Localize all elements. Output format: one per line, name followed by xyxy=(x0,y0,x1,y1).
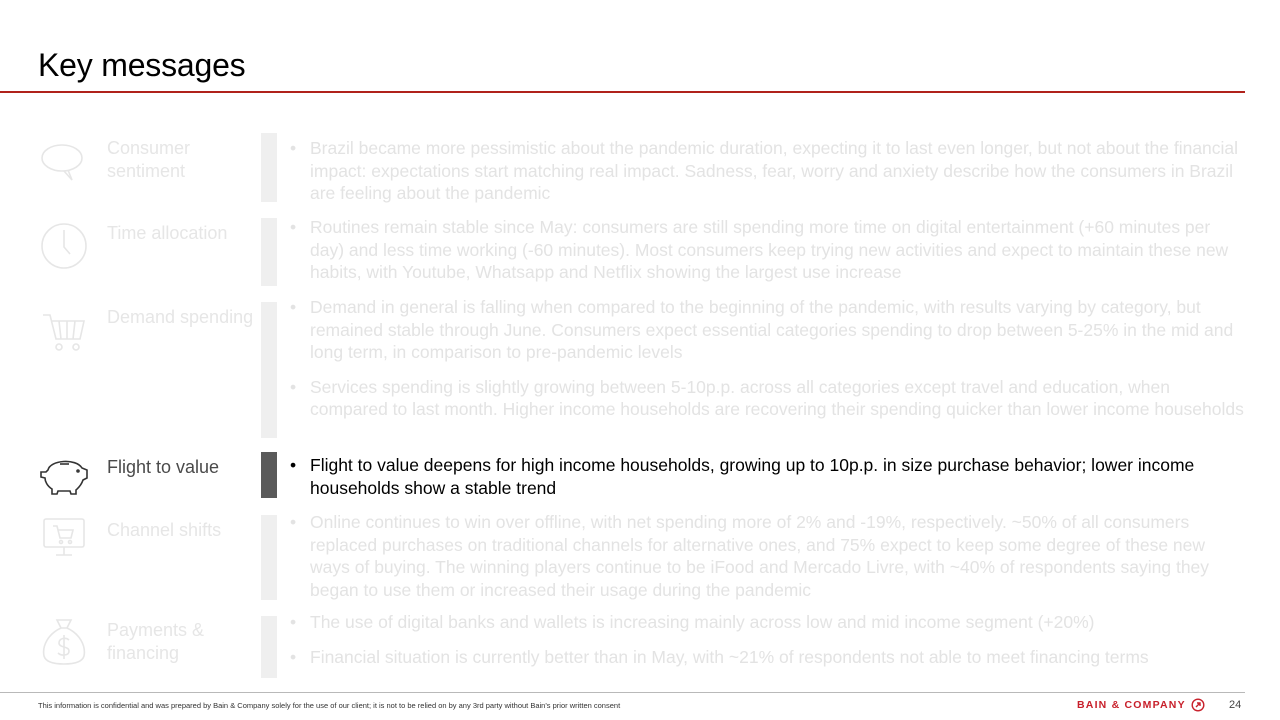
brand-name: BAIN & COMPANY xyxy=(1077,699,1186,711)
section-bar xyxy=(261,616,277,678)
section-label: Payments & financing xyxy=(107,620,205,663)
section-flight-to-value xyxy=(0,452,1280,498)
bullet-list xyxy=(290,296,1245,433)
footer-divider xyxy=(0,692,1245,693)
section-payments-financing xyxy=(0,612,1280,678)
section-label: Consumer sentiment xyxy=(107,138,191,181)
bullet-list xyxy=(290,511,1245,613)
section-label: Flight to value xyxy=(107,457,220,477)
bullet-item: • Routines remain stable since May: consumers are still spending more time on digital entertainment (+60 minutes per day) and less time working (-60 minutes). Most consumers keep trying new activities and expect to maintain these new habits, with Youtube, Whatsapp and Netflix showing the largest use increase xyxy=(290,216,1245,284)
page-title: Key messages xyxy=(38,47,246,83)
bullet-list xyxy=(290,454,1245,511)
title-divider xyxy=(0,91,1245,93)
section-channel-shifts xyxy=(0,512,1280,600)
section-label: Time allocation xyxy=(107,223,228,243)
money-bag-icon xyxy=(38,616,90,668)
page-number: 24 xyxy=(1229,699,1242,711)
section-demand-spending xyxy=(0,297,1280,438)
speech-bubble-icon xyxy=(38,136,90,188)
section-bar xyxy=(261,452,277,498)
bullet-list xyxy=(290,611,1245,680)
section-label: Channel shifts xyxy=(107,520,222,540)
section-consumer-sentiment xyxy=(0,133,1280,203)
clock-icon xyxy=(38,220,90,272)
bullet-item: • The use of digital banks and wallets is increasing mainly across low and mid income segment (+20%) xyxy=(290,611,1245,634)
bullet-item: • Financial situation is currently better than in May, with ~21% of respondents not able to meet financing terms xyxy=(290,646,1245,669)
brand-logo xyxy=(1077,698,1205,712)
section-bar xyxy=(261,218,277,286)
bullet-item: • Services spending is slightly growing between 5-10p.p. across all categories except travel and education, when compared to last month. Higher income households are recovering their spending quicker than lower income households xyxy=(290,376,1245,421)
confidentiality-disclaimer: This information is confidential and was prepared by Bain & Company solely for the use of our client; it is not to be relied on by any 3rd party without Bain's prior written consent xyxy=(38,701,621,710)
bullet-item: • Flight to value deepens for high income households, growing up to 10p.p. in size purchase behavior; lower income households show a stable trend xyxy=(290,454,1245,499)
brand-mark-icon xyxy=(1191,698,1205,712)
bullet-item: • Demand in general is falling when compared to the beginning of the pandemic, with results varying by category, but remained stable through June. Consumers expect essential categories spending to drop between 5-25% in the mid and long term, in comparison to pre-pandemic levels xyxy=(290,296,1245,364)
section-bar xyxy=(261,133,277,202)
bullet-item: • Online continues to win over offline, with net spending more of 2% and -19%, respectively. ~50% of all consumers replaced purchases on traditional channels for alternative ones, and 75% expect to keep some degree of these new ways of buying. The winning players continue to be iFood and Mercado Livre, with ~40% of respondents saying they began to use them or increased their usage during the pandemic xyxy=(290,511,1245,601)
section-bar xyxy=(261,515,277,600)
shopping-cart-icon xyxy=(38,305,90,357)
piggy-bank-icon xyxy=(38,450,90,502)
bullet-list xyxy=(290,216,1245,296)
section-label: Demand spending xyxy=(107,307,254,327)
section-bar xyxy=(261,302,277,438)
section-time-allocation xyxy=(0,218,1280,286)
bullet-item: • Brazil became more pessimistic about the pandemic duration, expecting it to last even longer, but not about the financial impact: expectations start matching real impact. Sadness, fear, worry and anxiety describe how the consumers in Brazil are feeling about the pandemic xyxy=(290,137,1245,205)
computer-cart-icon xyxy=(38,511,90,563)
bullet-list xyxy=(290,137,1245,217)
